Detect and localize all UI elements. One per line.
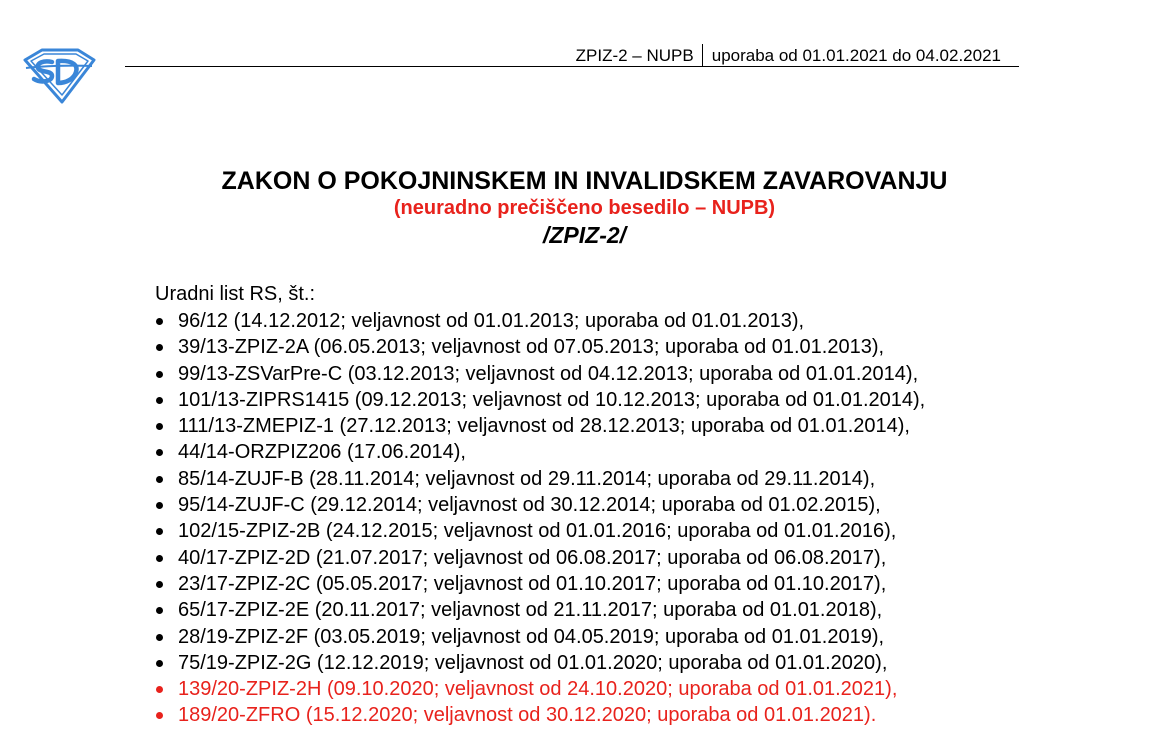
gazette-entry — [155, 308, 925, 334]
gazette-entry — [155, 334, 925, 360]
gazette-entry-text: 40/17-ZPIZ-2D (21.07.2017; veljavnost od 06.08.2017; uporaba od 06.08.2017), — [178, 546, 887, 569]
bullet-icon — [156, 476, 163, 483]
gazette-entry — [155, 650, 925, 676]
gazette-entry — [155, 439, 925, 465]
gazette-entry-text: 85/14-ZUJF-B (28.11.2014; veljavnost od 29.11.2014; uporaba od 29.11.2014), — [178, 467, 876, 490]
gazette-entry — [155, 466, 925, 492]
bullet-icon — [156, 397, 163, 404]
bullet-icon — [156, 528, 163, 535]
bullet-icon — [156, 502, 163, 509]
bullet-icon — [156, 660, 163, 667]
gazette-entry-text: 23/17-ZPIZ-2C (05.05.2017; veljavnost od 01.10.2017; uporaba od 01.10.2017), — [178, 572, 887, 595]
gazette-entry — [155, 545, 925, 571]
gazette-entry-text: 39/13-ZPIZ-2A (06.05.2013; veljavnost od 07.05.2013; uporaba od 01.01.2013), — [178, 336, 885, 359]
bullet-icon — [156, 581, 163, 588]
header-validity: uporaba od 01.01.2021 do 04.02.2021 — [711, 46, 1001, 65]
gazette-entry — [155, 571, 925, 597]
gazette-entry-text: 111/13-ZMEPIZ-1 (27.12.2013; veljavnost od 28.12.2013; uporaba od 01.01.2014), — [178, 415, 910, 438]
gazette-label: Uradni list RS, št.: — [155, 283, 316, 305]
gazette-entry — [155, 361, 925, 387]
gazette-entry-text: 96/12 (14.12.2012; veljavnost od 01.01.2013; uporaba od 01.01.2013), — [178, 310, 805, 332]
bullet-icon — [156, 686, 163, 693]
bullet-icon — [156, 423, 163, 430]
gazette-entry-text: 65/17-ZPIZ-2E (20.11.2017; veljavnost od 21.11.2017; uporaba od 01.01.2018), — [178, 599, 883, 622]
header-code: ZPIZ-2 – NUPB — [575, 46, 694, 65]
gazette-entry-text: 95/14-ZUJF-C (29.12.2014; veljavnost od 30.12.2014; uporaba od 01.02.2015), — [178, 494, 881, 517]
gazette-entry-text: 28/19-ZPIZ-2F (03.05.2019; veljavnost od 04.05.2019; uporaba od 01.01.2019), — [178, 625, 885, 648]
gazette-entry — [155, 518, 925, 544]
bullet-icon — [156, 634, 163, 641]
gazette-entry — [155, 387, 925, 413]
bullet-icon — [156, 371, 163, 378]
bullet-icon — [156, 555, 163, 562]
law-subtitle: (neuradno prečiščeno besedilo – NUPB) — [393, 197, 776, 219]
gazette-entry — [155, 597, 925, 623]
gazette-entry-text: 44/14-ORZPIZ206 (17.06.2014), — [178, 441, 466, 464]
gazette-list — [155, 308, 925, 729]
bullet-icon — [156, 344, 163, 351]
gazette-entry — [155, 413, 925, 439]
title-block — [0, 166, 1157, 250]
bullet-icon — [156, 449, 163, 456]
law-abbreviation: /ZPIZ-2/ — [542, 222, 627, 248]
gazette-entry-text: 99/13-ZSVarPre-C (03.12.2013; veljavnost od 04.12.2013; uporaba od 01.01.2014), — [178, 362, 919, 385]
gazette-entry-text: 102/15-ZPIZ-2B (24.12.2015; veljavnost od 01.01.2016; uporaba od 01.01.2016), — [178, 520, 897, 543]
header-rule — [125, 66, 1019, 67]
gazette-entry — [155, 702, 925, 728]
gazette-entry-text: 75/19-ZPIZ-2G (12.12.2019; veljavnost od 01.01.2020; uporaba od 01.01.2020), — [178, 651, 888, 674]
law-title: ZAKON O POKOJNINSKEM IN INVALIDSKEM ZAVAROVANJU — [221, 167, 948, 195]
gazette-entry — [155, 676, 925, 702]
gazette-entry-text: 189/20-ZFRO (15.12.2020; veljavnost od 30.12.2020; uporaba od 01.01.2021). — [178, 704, 877, 727]
document-header — [576, 44, 1001, 66]
gazette-entry-text: 101/13-ZIPRS1415 (09.12.2013; veljavnost od 10.12.2013; uporaba od 01.01.2014), — [178, 388, 926, 411]
gazette-entry-text: 139/20-ZPIZ-2H (09.10.2020; veljavnost od 24.10.2020; uporaba od 01.01.2021), — [178, 678, 898, 701]
gazette-entry — [155, 624, 925, 650]
bullet-icon — [156, 318, 163, 325]
sd-shield-logo-icon — [22, 46, 96, 104]
gazette-entry — [155, 492, 925, 518]
bullet-icon — [156, 607, 163, 614]
bullet-icon — [156, 712, 163, 719]
header-separator — [702, 44, 703, 66]
